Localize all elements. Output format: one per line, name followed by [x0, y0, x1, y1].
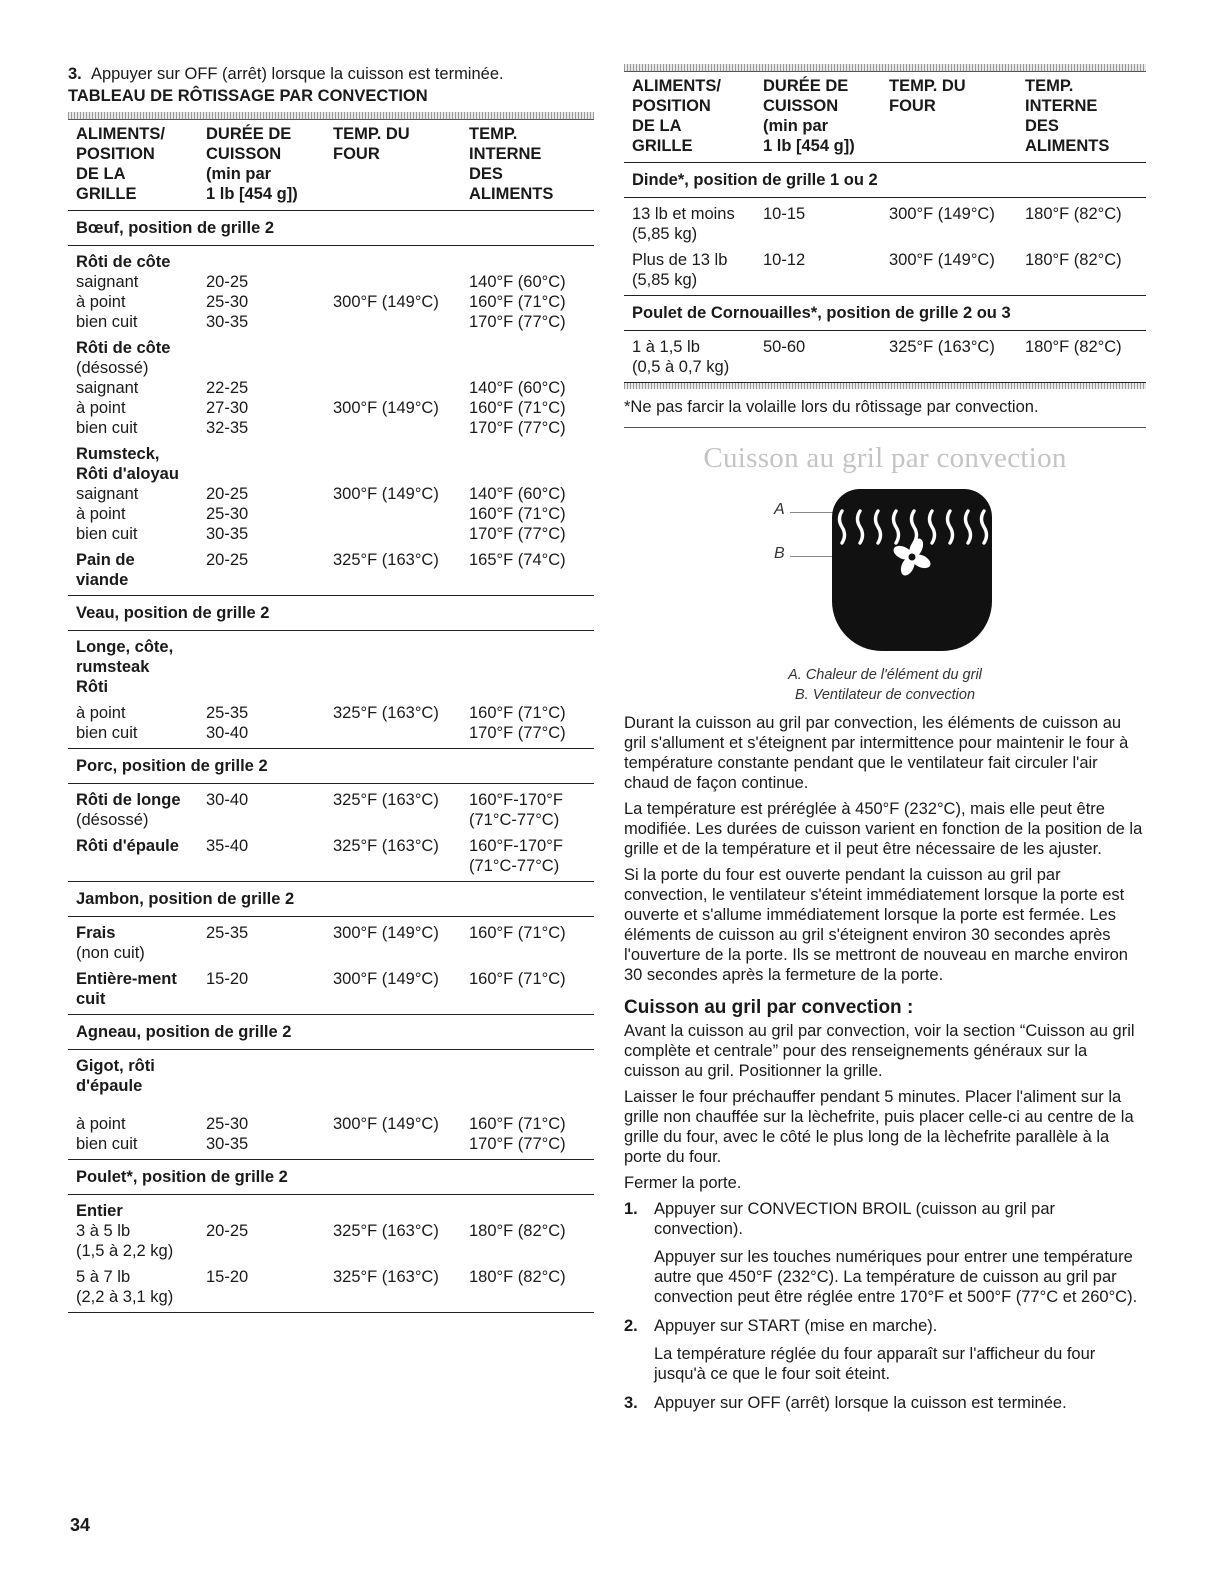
- table-cell: [333, 1201, 469, 1221]
- table-cell: 325°F (163°C): [889, 338, 995, 356]
- step-line: Appuyer sur OFF (arrêt) lorsque la cuisson est terminée.: [654, 1394, 1067, 1412]
- table-cell: [333, 1056, 469, 1096]
- table-row: [76, 272, 594, 332]
- label-a: A: [774, 501, 785, 518]
- table-cell: 160°F (71°C): [469, 970, 566, 988]
- table-cell: 160°F (71°C) 170°F (77°C): [469, 1115, 566, 1153]
- header-cell: TEMP. INTERNE DES ALIMENTS: [1025, 77, 1110, 155]
- paragraph: Avant la cuisson au gril par convection, voir la section “Cuisson au gril complète et centrale” pour des renseignements généraux sur la cuisson au gril. Positionner la grille.: [624, 1022, 1135, 1080]
- table-cell: [333, 338, 469, 358]
- right-column: [624, 64, 1146, 1422]
- subheading: Cuisson au gril par convection :: [624, 997, 914, 1018]
- table-cell: 140°F (60°C) 160°F (71°C) 170°F (77°C): [469, 485, 566, 543]
- table-cell: Rôti d'épaule: [76, 837, 179, 855]
- table-cell: 25-30 30-35: [206, 1115, 249, 1153]
- table-row: [632, 204, 1146, 244]
- table-cell: 20-25: [206, 1222, 249, 1240]
- table-cell: 160°F-170°F (71°C-77°C): [469, 837, 563, 875]
- paragraph: La température est préréglée à 450°F (232°C), mais elle peut être modifiée. Les durées de cuisson varient en fonction de la position de la grille et de la température et il peut être nécessaire de les ajuster.: [624, 800, 1143, 858]
- step-list: [624, 1199, 1146, 1413]
- table-cell: 50-60: [763, 338, 806, 356]
- header-cell: ALIMENTS/ POSITION DE LA GRILLE: [76, 125, 165, 203]
- table-row: [76, 1114, 594, 1154]
- table-cell: 180°F (82°C): [1025, 205, 1122, 223]
- table-cell: 20-25 25-30 30-35: [206, 485, 249, 543]
- table-cell: 15-20: [206, 1268, 249, 1286]
- table-row: [76, 550, 594, 590]
- table-row: [76, 836, 594, 876]
- table-cell: [206, 444, 333, 484]
- table-row: [632, 250, 1146, 290]
- table-cell: Plus de 13 lb (5,85 kg): [632, 251, 728, 289]
- table-cell: 300°F (149°C): [889, 251, 995, 269]
- table-cell: 325°F (163°C): [333, 1222, 439, 1240]
- table-section-heading: Poulet*, position de grille 2: [68, 1160, 594, 1195]
- table-cell: Rumsteck, Rôti d'aloyau: [76, 445, 179, 483]
- label-b: B: [774, 545, 785, 562]
- step-text: Appuyer sur OFF (arrêt) lorsque la cuisson est terminée.: [90, 65, 504, 83]
- step-number: 3.: [624, 1394, 638, 1412]
- step-number: 2.: [624, 1317, 638, 1335]
- table-title: TABLEAU DE RÔTISSAGE PAR CONVECTION: [68, 87, 428, 105]
- table-cell: 180°F (82°C): [1025, 251, 1122, 269]
- table-row: [76, 484, 594, 544]
- table-cell: 20-25: [206, 551, 249, 569]
- table-cell: [469, 637, 594, 697]
- header-cell: TEMP. INTERNE DES ALIMENTS: [469, 125, 554, 203]
- table-cell: [206, 1056, 333, 1096]
- table-footnote: *Ne pas farcir la volaille lors du rôtissage par convection.: [624, 389, 1146, 428]
- table-cell: 325°F (163°C): [333, 1268, 439, 1286]
- table-top-rule: [68, 112, 594, 120]
- table-row: [76, 1267, 594, 1307]
- oven-cavity-icon: [832, 489, 992, 651]
- step-line: Appuyer sur CONVECTION BROIL (cuisson au gril par convection).: [654, 1200, 1056, 1238]
- table-section-body: [68, 631, 594, 749]
- header-cell: TEMP. DU FOUR: [333, 125, 410, 163]
- table-cell: 325°F (163°C): [333, 704, 439, 722]
- table-cell: 20-25 25-30 30-35: [206, 273, 249, 331]
- broil-element-icon: [832, 489, 992, 651]
- section-heading: Cuisson au gril par convection: [703, 442, 1067, 474]
- table-cell: 5 à 7 lb (2,2 à 3,1 kg): [76, 1268, 174, 1306]
- table-cell: Rôti de côte: [76, 253, 171, 271]
- table-cell: 3 à 5 lb (1,5 à 2,2 kg): [76, 1222, 174, 1260]
- table-section-heading: Poulet de Cornouailles*, position de grille 2 ou 3: [624, 296, 1146, 331]
- table-cell: [333, 444, 469, 484]
- step-line: La température réglée du four apparaît sur l'afficheur du four jusqu'à ce que le four soit éteint.: [654, 1345, 1096, 1383]
- table-cell: 15-20: [206, 970, 249, 988]
- table-section-heading: Agneau, position de grille 2: [68, 1015, 594, 1050]
- paragraph: Si la porte du four est ouverte pendant la cuisson au gril par convection, le ventilateur s'éteint immédiatement lorsque la porte est ouverte et s'allume immédiatement lorsque la porte est fermée. Les éléments de cuisson au gril s'éteignent environ 30 secondes après l'ouverture de la porte. Ils se mettront de nouveau en marche environ 30 secondes après la fermeture de la porte.: [624, 866, 1128, 984]
- table-section-body: [68, 1050, 594, 1160]
- table-cell: 325°F (163°C): [333, 791, 439, 809]
- table-cell: 25-35 30-40: [206, 704, 249, 742]
- table-cell: 165°F (74°C): [469, 551, 566, 569]
- table-section-body: [624, 198, 1146, 296]
- table-cell: Frais: [76, 924, 116, 942]
- numbered-step: [624, 1199, 1146, 1307]
- table-header: [68, 120, 594, 211]
- table-cell: 140°F (60°C) 160°F (71°C) 170°F (77°C): [469, 379, 566, 437]
- table-cell: [206, 810, 333, 830]
- table-row: [632, 337, 1146, 377]
- paragraph: Durant la cuisson au gril par convection, les éléments de cuisson au gril s'allument et s'éteignent par intermittence pour maintenir le four à température constante pendant que le ventilateur fait circuler l'air chaud de façon continue.: [624, 714, 1129, 792]
- table-cell: 1 à 1,5 lb (0,5 à 0,7 kg): [632, 338, 730, 376]
- table-cell: [333, 252, 469, 272]
- table-cell: 10-12: [763, 251, 806, 269]
- table-body: [624, 163, 1146, 383]
- table-section-heading: Porc, position de grille 2: [68, 749, 594, 784]
- table-cell: 25-35: [206, 924, 249, 942]
- table-row: [76, 358, 594, 438]
- table-cell: [333, 943, 469, 963]
- table-cell: 22-25 27-30 32-35: [206, 379, 249, 437]
- table-row: [76, 703, 594, 743]
- table-cell: à point bien cuit: [76, 1115, 138, 1153]
- table-row: [76, 943, 594, 963]
- table-row: [76, 1201, 594, 1221]
- table-cell: [469, 252, 594, 272]
- table-cell: 180°F (82°C): [1025, 338, 1122, 356]
- table-cell: 180°F (82°C): [469, 1268, 566, 1286]
- table-cell: 160°F (71°C): [469, 924, 566, 942]
- table-row: [76, 1056, 594, 1096]
- step-text: [654, 1393, 1067, 1413]
- table-cell: 300°F (149°C): [333, 293, 439, 311]
- table-cell: 325°F (163°C): [333, 551, 439, 569]
- table-cell: 300°F (149°C): [333, 1115, 439, 1133]
- paragraph: Laisser le four préchauffer pendant 5 minutes. Placer l'aliment sur la grille non chauffée sur la lèchefrite, puis placer celle-ci au centre de la grille du four, avec le côté le plus long de la lèchefrite parallèle à la porte du four.: [624, 1088, 1134, 1166]
- table-cell: 30-40: [206, 791, 249, 809]
- figure-caption: [624, 665, 1146, 705]
- header-cell: DURÉE DE CUISSON (min par 1 lb [454 g]): [763, 77, 855, 155]
- table-cell: 10-15: [763, 205, 806, 223]
- table-cell: 300°F (149°C): [333, 399, 439, 417]
- table-section-heading: Bœuf, position de grille 2: [68, 211, 594, 246]
- table-cell: 160°F-170°F: [469, 791, 563, 809]
- table-cell: Entière-ment cuit: [76, 970, 177, 1008]
- table-cell: [206, 338, 333, 358]
- table-cell: (désossé): [76, 811, 149, 829]
- step-text: [654, 1316, 1146, 1384]
- table-cell: Gigot, rôti d'épaule: [76, 1057, 155, 1095]
- step-text: [654, 1199, 1146, 1307]
- oven-diagram: [624, 489, 1146, 657]
- table-row: [76, 923, 594, 943]
- table-section-body: [68, 917, 594, 1015]
- table-cell: 300°F (149°C): [333, 924, 439, 942]
- table-body: [68, 211, 594, 1313]
- table-cell: saignant à point bien cuit: [76, 273, 139, 331]
- table-section-body: [68, 784, 594, 882]
- caption-a: A. Chaleur de l'élément du gril: [788, 667, 982, 683]
- table-cell: Longe, côte, rumsteak Rôti: [76, 638, 174, 696]
- table-cell: [469, 943, 594, 963]
- table-section-body: [68, 1195, 594, 1313]
- table-cell: [469, 1056, 594, 1096]
- header-cell: TEMP. DU FOUR: [889, 77, 966, 115]
- table-section-body: [68, 246, 594, 596]
- table-cell: 140°F (60°C) 160°F (71°C) 170°F (77°C): [469, 273, 566, 331]
- table-cell: [469, 338, 594, 358]
- top-step: [68, 64, 594, 84]
- paragraph: Fermer la porte.: [624, 1174, 742, 1192]
- table-cell: 325°F (163°C): [333, 837, 439, 855]
- table-cell: (71°C-77°C): [469, 811, 560, 829]
- table-row: [76, 252, 594, 272]
- left-column: [68, 64, 594, 1313]
- step-line: Appuyer sur START (mise en marche).: [654, 1317, 938, 1335]
- table-row: [76, 444, 594, 484]
- table-cell: [206, 252, 333, 272]
- table-row: [76, 338, 594, 358]
- table-cell: 160°F (71°C) 170°F (77°C): [469, 704, 566, 742]
- table-row: [76, 790, 594, 810]
- table-cell: 180°F (82°C): [469, 1222, 566, 1240]
- step-number: 3.: [68, 65, 82, 83]
- table-cell: 13 lb et moins (5,85 kg): [632, 205, 735, 243]
- table-cell: (non cuit): [76, 944, 145, 962]
- table-cell: Rôti de longe: [76, 791, 181, 809]
- table-header: [624, 72, 1146, 163]
- table-cell: [469, 444, 594, 484]
- caption-b: B. Ventilateur de convection: [794, 687, 976, 703]
- table-cell: Entier: [76, 1202, 123, 1220]
- table-cell: à point bien cuit: [76, 704, 138, 742]
- table-cell: [206, 943, 333, 963]
- numbered-step: [624, 1316, 1146, 1384]
- table-cell: [333, 810, 469, 830]
- table-row: [76, 1221, 594, 1261]
- header-cell: DURÉE DE CUISSON (min par 1 lb [454 g]): [206, 125, 298, 203]
- numbered-step: [624, 1393, 1146, 1413]
- table-section-body: [624, 331, 1146, 383]
- table-section-heading: Dinde*, position de grille 1 ou 2: [624, 163, 1146, 198]
- table-top-rule: [624, 64, 1146, 72]
- page-number: 34: [70, 1515, 91, 1535]
- step-line: Appuyer sur les touches numériques pour entrer une température autre que 450°F (232°C). La température de cuisson au gril par convection peut être réglée entre 170°F et 500°F (77°C et 260°C).: [654, 1248, 1138, 1306]
- table-cell: 300°F (149°C): [889, 205, 995, 223]
- table-cell: Pain de viande: [76, 551, 135, 589]
- table-cell: 35-40: [206, 837, 249, 855]
- table-cell: [206, 637, 333, 697]
- table-cell: [333, 637, 469, 697]
- table-cell: Rôti de côte: [76, 339, 171, 357]
- table-row: [76, 637, 594, 697]
- table-cell: 300°F (149°C): [333, 970, 439, 988]
- table-cell: 300°F (149°C): [333, 485, 439, 503]
- table-cell: [206, 1201, 333, 1221]
- step-number: 1.: [624, 1200, 638, 1218]
- table-cell: (désossé) saignant à point bien cuit: [76, 359, 149, 437]
- header-cell: ALIMENTS/ POSITION DE LA GRILLE: [632, 77, 721, 155]
- table-row: [76, 810, 594, 830]
- table-cell: [469, 1201, 594, 1221]
- table-row: [76, 969, 594, 1009]
- table-section-heading: Veau, position de grille 2: [68, 596, 594, 631]
- table-section-heading: Jambon, position de grille 2: [68, 882, 594, 917]
- table-cell: saignant à point bien cuit: [76, 485, 139, 543]
